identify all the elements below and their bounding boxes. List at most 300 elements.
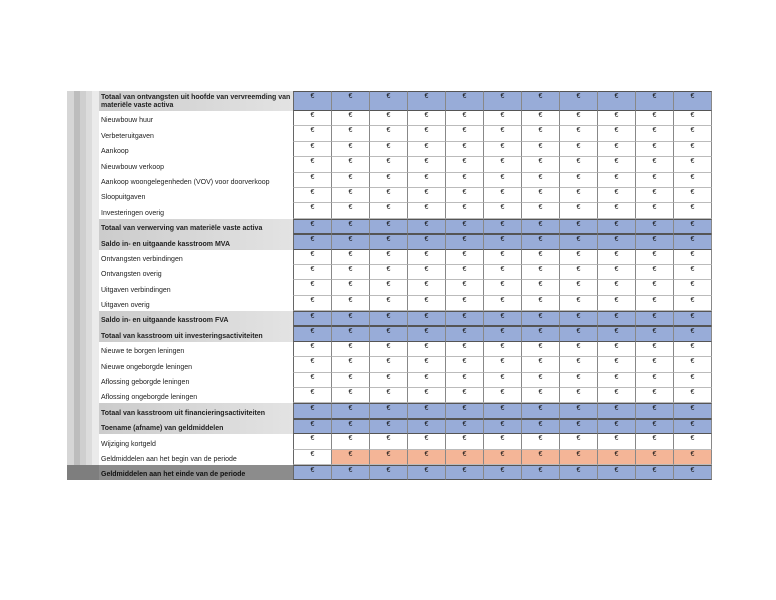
value-cell[interactable]: € [408,111,446,126]
value-cell[interactable]: € [408,234,446,249]
row-label: Nieuwe te borgen leningen [101,348,185,356]
value-cell[interactable]: € [293,157,332,172]
value-cell[interactable]: € [332,203,370,218]
value-cell[interactable]: € [636,296,674,311]
value-cell[interactable]: € [332,450,370,465]
value-cell[interactable]: € [674,219,712,234]
value-cell[interactable]: € [293,403,332,418]
value-cell[interactable]: € [446,280,484,295]
value-cell[interactable]: € [408,450,446,465]
value-cell[interactable]: € [446,234,484,249]
value-cell[interactable]: € [560,357,598,372]
value-cell[interactable]: € [332,91,370,111]
value-cell[interactable]: € [598,234,636,249]
value-cell[interactable]: € [522,280,560,295]
value-cell[interactable]: € [484,188,522,203]
value-cell[interactable]: € [446,265,484,280]
row-label-cell [67,419,293,434]
value-cell[interactable]: € [332,419,370,434]
value-cell[interactable]: € [522,173,560,188]
value-cell[interactable]: € [636,142,674,157]
value-cell[interactable]: € [370,234,408,249]
value-cell[interactable]: € [522,296,560,311]
value-cell[interactable]: € [636,126,674,141]
value-cell[interactable]: € [560,311,598,326]
outline-bars [67,296,99,311]
outline-bars [67,388,99,403]
value-cell[interactable]: € [522,342,560,357]
value-cell[interactable]: € [560,265,598,280]
value-cell[interactable]: € [674,388,712,403]
value-cell[interactable]: € [446,188,484,203]
value-cell[interactable]: € [293,219,332,234]
value-cell[interactable]: € [598,250,636,265]
value-cell[interactable]: € [293,234,332,249]
value-cell[interactable]: € [332,296,370,311]
value-cell[interactable]: € [484,250,522,265]
value-cell[interactable]: € [332,434,370,449]
value-cell[interactable]: € [674,450,712,465]
table-row [67,342,712,357]
outline-bars [67,265,99,280]
value-cell[interactable]: € [370,434,408,449]
value-cell[interactable]: € [408,265,446,280]
value-cell[interactable]: € [522,311,560,326]
value-cell[interactable]: € [332,157,370,172]
value-cell[interactable]: € [408,250,446,265]
value-cell[interactable]: € [370,91,408,111]
value-cell[interactable]: € [408,280,446,295]
value-cell[interactable]: € [370,126,408,141]
value-cell[interactable]: € [598,450,636,465]
value-cell[interactable]: € [332,188,370,203]
value-cell[interactable]: € [293,265,332,280]
value-cell[interactable]: € [370,142,408,157]
value-cell[interactable]: € [370,296,408,311]
value-cell[interactable]: € [370,342,408,357]
value-cell[interactable]: € [522,219,560,234]
row-label: Saldo in- en uitgaande kasstroom MVA [101,240,231,248]
value-cell[interactable]: € [293,280,332,295]
value-cell[interactable]: € [370,326,408,341]
row-label-cell [67,250,293,265]
value-cell[interactable]: € [484,357,522,372]
row-label: Totaal van kasstroom uit financieringsactiviteiten [101,409,266,417]
value-cell[interactable]: € [446,434,484,449]
value-cell[interactable]: € [674,280,712,295]
value-cell[interactable]: € [560,419,598,434]
value-cell[interactable]: € [370,203,408,218]
value-cell[interactable]: € [446,373,484,388]
value-cell[interactable]: € [446,157,484,172]
value-cell[interactable]: € [484,434,522,449]
value-cell[interactable]: € [332,342,370,357]
value-cell[interactable]: € [446,342,484,357]
value-cell[interactable]: € [332,265,370,280]
value-cell[interactable]: € [674,326,712,341]
value-cell[interactable]: € [522,157,560,172]
value-cell[interactable]: € [598,219,636,234]
value-cell[interactable]: € [293,357,332,372]
value-cell[interactable]: € [560,234,598,249]
value-cell[interactable]: € [636,434,674,449]
value-cell[interactable]: € [636,219,674,234]
value-cell[interactable]: € [522,450,560,465]
value-cell[interactable]: € [408,311,446,326]
value-cell[interactable]: € [484,234,522,249]
value-cell[interactable]: € [484,126,522,141]
value-cell[interactable]: € [332,357,370,372]
value-cell[interactable]: € [408,126,446,141]
value-cell[interactable]: € [598,91,636,111]
value-cell[interactable]: € [446,126,484,141]
value-cell[interactable]: € [522,373,560,388]
value-cell[interactable]: € [674,465,712,480]
value-cell[interactable]: € [674,234,712,249]
value-cell[interactable]: € [598,157,636,172]
value-cell[interactable]: € [446,326,484,341]
value-cell[interactable]: € [560,434,598,449]
value-cell[interactable]: € [560,296,598,311]
value-cell[interactable]: € [332,234,370,249]
value-cell[interactable]: € [636,203,674,218]
value-cell[interactable]: € [598,188,636,203]
value-cell[interactable]: € [293,388,332,403]
value-cell[interactable]: € [598,280,636,295]
value-cell[interactable]: € [293,419,332,434]
value-cell[interactable]: € [560,142,598,157]
value-cell[interactable]: € [674,342,712,357]
value-cell[interactable]: € [370,373,408,388]
value-cell[interactable]: € [484,326,522,341]
value-cell[interactable]: € [522,250,560,265]
value-cell[interactable]: € [446,296,484,311]
value-cell[interactable]: € [636,234,674,249]
value-cell[interactable]: € [598,142,636,157]
value-cell[interactable]: € [446,388,484,403]
value-cell[interactable]: € [370,465,408,480]
value-cell[interactable]: € [332,111,370,126]
value-cell[interactable]: € [446,142,484,157]
value-cell[interactable]: € [560,342,598,357]
value-cell[interactable]: € [674,173,712,188]
value-cell[interactable]: € [636,419,674,434]
value-cell[interactable]: € [674,126,712,141]
value-cell[interactable]: € [408,173,446,188]
row-label-cell [67,342,293,357]
value-cell[interactable]: € [446,465,484,480]
value-cell[interactable]: € [522,91,560,111]
value-cell[interactable]: € [484,388,522,403]
value-cell[interactable]: € [522,326,560,341]
value-cell[interactable]: € [636,342,674,357]
value-cell[interactable]: € [598,434,636,449]
value-cell[interactable]: € [332,465,370,480]
value-cell[interactable]: € [293,188,332,203]
value-cell[interactable]: € [332,280,370,295]
value-cell[interactable]: € [370,219,408,234]
value-cell[interactable]: € [293,111,332,126]
value-cell[interactable]: € [522,142,560,157]
value-cell[interactable]: € [484,465,522,480]
value-cell[interactable]: € [370,419,408,434]
value-cell[interactable]: € [484,203,522,218]
value-cell[interactable]: € [560,280,598,295]
value-cell[interactable]: € [332,311,370,326]
value-cell[interactable]: € [560,250,598,265]
value-cell[interactable]: € [370,388,408,403]
value-cell[interactable]: € [598,419,636,434]
value-cell[interactable]: € [370,357,408,372]
outline-bars [67,157,99,172]
value-cell[interactable]: € [446,173,484,188]
value-cell[interactable]: € [484,403,522,418]
value-cell[interactable]: € [293,450,332,465]
value-cell[interactable]: € [408,373,446,388]
value-cell[interactable]: € [332,373,370,388]
value-cell[interactable]: € [408,434,446,449]
value-cell[interactable]: € [636,388,674,403]
value-cell[interactable]: € [408,188,446,203]
value-cell[interactable]: € [446,403,484,418]
value-cell[interactable]: € [293,342,332,357]
value-cell[interactable]: € [370,403,408,418]
value-cell[interactable]: € [293,434,332,449]
value-cell[interactable]: € [484,111,522,126]
value-cell[interactable]: € [446,219,484,234]
value-cell[interactable]: € [674,142,712,157]
value-cell[interactable]: € [484,219,522,234]
value-cell[interactable]: € [408,203,446,218]
value-cell[interactable]: € [636,357,674,372]
value-cell[interactable]: € [522,234,560,249]
value-cell[interactable]: € [484,280,522,295]
value-cell[interactable]: € [370,311,408,326]
value-cell[interactable]: € [636,173,674,188]
value-cell[interactable]: € [636,91,674,111]
value-cell[interactable]: € [446,203,484,218]
value-cell[interactable]: € [636,326,674,341]
value-cell[interactable]: € [370,450,408,465]
value-cell[interactable]: € [598,342,636,357]
value-cell[interactable]: € [598,403,636,418]
value-cell[interactable]: € [522,203,560,218]
value-cell[interactable]: € [674,203,712,218]
value-cell[interactable]: € [293,373,332,388]
value-cell[interactable]: € [560,326,598,341]
value-cell[interactable]: € [674,311,712,326]
value-cell[interactable]: € [332,250,370,265]
row-label-cell [67,280,293,295]
value-cell[interactable]: € [598,357,636,372]
value-cell[interactable]: € [293,91,332,111]
value-cell[interactable]: € [636,311,674,326]
value-cell[interactable]: € [598,388,636,403]
value-cell[interactable]: € [332,173,370,188]
value-cell[interactable]: € [370,173,408,188]
value-cell[interactable]: € [636,265,674,280]
value-cell[interactable]: € [446,111,484,126]
value-cell[interactable]: € [598,126,636,141]
value-cell[interactable]: € [522,188,560,203]
value-cell[interactable]: € [636,111,674,126]
value-cell[interactable]: € [408,403,446,418]
value-cell[interactable]: € [598,203,636,218]
outline-bars [67,234,99,249]
value-cell[interactable]: € [408,219,446,234]
value-cell[interactable]: € [560,388,598,403]
value-cell[interactable]: € [560,403,598,418]
value-cell[interactable]: € [408,326,446,341]
value-cell[interactable]: € [293,311,332,326]
value-cell[interactable]: € [332,126,370,141]
value-cell[interactable]: € [293,326,332,341]
value-cell[interactable]: € [408,342,446,357]
value-cell[interactable]: € [636,403,674,418]
value-cell[interactable]: € [332,326,370,341]
value-cell[interactable]: € [370,250,408,265]
value-cell[interactable]: € [370,111,408,126]
value-cell[interactable]: € [560,219,598,234]
value-cell[interactable]: € [674,188,712,203]
value-cell[interactable]: € [674,111,712,126]
value-cell[interactable]: € [293,126,332,141]
value-cell[interactable]: € [484,157,522,172]
value-cell[interactable]: € [598,296,636,311]
value-cell[interactable]: € [560,157,598,172]
value-cell[interactable]: € [522,419,560,434]
value-cell[interactable]: € [636,280,674,295]
row-label: Saldo in- en uitgaande kasstroom FVA [101,317,229,325]
value-cell[interactable]: € [522,465,560,480]
value-cell[interactable]: € [636,450,674,465]
value-cell[interactable]: € [560,173,598,188]
row-label: Investeringen overig [101,209,165,217]
value-cell[interactable]: € [522,434,560,449]
value-cell[interactable]: € [484,342,522,357]
value-cell[interactable]: € [598,465,636,480]
table-row [67,311,712,326]
value-cell[interactable]: € [293,465,332,480]
value-cell[interactable]: € [484,311,522,326]
value-cell[interactable]: € [408,296,446,311]
value-cell[interactable]: € [484,142,522,157]
value-cell[interactable]: € [674,403,712,418]
value-cell[interactable]: € [636,188,674,203]
value-cell[interactable]: € [560,203,598,218]
table-row [67,373,712,388]
value-cell[interactable]: € [674,91,712,111]
value-cell[interactable]: € [408,357,446,372]
value-cell[interactable]: € [332,142,370,157]
value-cell[interactable]: € [674,434,712,449]
value-cell[interactable]: € [484,450,522,465]
value-cell[interactable]: € [522,388,560,403]
value-cell[interactable]: € [560,111,598,126]
row-label: Nieuwbouw huur [101,117,154,125]
value-cell[interactable]: € [370,280,408,295]
value-cell[interactable]: € [598,373,636,388]
value-cell[interactable]: € [674,265,712,280]
value-cell[interactable]: € [484,265,522,280]
value-cell[interactable]: € [560,91,598,111]
value-cell[interactable]: € [522,403,560,418]
value-cell[interactable]: € [408,91,446,111]
value-cell[interactable]: € [636,157,674,172]
value-cell[interactable]: € [674,357,712,372]
row-label: Verbeteruitgaven [101,132,154,140]
value-cell[interactable]: € [636,465,674,480]
value-cell[interactable]: € [332,388,370,403]
value-cell[interactable]: € [522,111,560,126]
value-cell[interactable]: € [408,142,446,157]
value-cell[interactable]: € [332,219,370,234]
value-cell[interactable]: € [484,373,522,388]
value-cell[interactable]: € [370,265,408,280]
value-cell[interactable]: € [446,311,484,326]
table-row [67,173,712,188]
value-cell[interactable]: € [598,311,636,326]
value-cell[interactable]: € [293,173,332,188]
value-cell[interactable]: € [293,250,332,265]
value-cell[interactable]: € [560,126,598,141]
value-cell[interactable]: € [484,419,522,434]
row-label: Aankoop woongelegenheden (VOV) voor doorverkoop [101,178,270,186]
value-cell[interactable]: € [408,388,446,403]
value-cell[interactable]: € [560,465,598,480]
value-cell[interactable]: € [408,465,446,480]
value-cell[interactable]: € [408,419,446,434]
value-cell[interactable]: € [560,188,598,203]
value-cell[interactable]: € [446,91,484,111]
value-cell[interactable]: € [293,203,332,218]
value-cell[interactable]: € [446,450,484,465]
table-row [67,280,712,295]
value-cell[interactable]: € [674,250,712,265]
value-cell[interactable]: € [446,419,484,434]
value-cell[interactable]: € [370,188,408,203]
value-cell[interactable]: € [522,357,560,372]
value-cell[interactable]: € [598,173,636,188]
value-cell[interactable]: € [522,265,560,280]
value-cell[interactable]: € [408,157,446,172]
row-label: Geldmiddelen aan het einde van de periode [101,471,246,479]
value-cell[interactable]: € [484,296,522,311]
value-cell[interactable]: € [674,373,712,388]
value-cell[interactable]: € [446,357,484,372]
value-cell[interactable]: € [674,419,712,434]
value-cell[interactable]: € [446,250,484,265]
value-cell[interactable]: € [484,173,522,188]
value-cell[interactable]: € [598,326,636,341]
value-cell[interactable]: € [598,111,636,126]
value-cell[interactable]: € [674,296,712,311]
value-cell[interactable]: € [293,142,332,157]
table-row [67,219,712,234]
value-cell[interactable]: € [598,265,636,280]
value-cell[interactable]: € [560,373,598,388]
value-cell[interactable]: € [636,373,674,388]
value-cell[interactable]: € [522,126,560,141]
value-cell[interactable]: € [636,250,674,265]
value-cell[interactable]: € [370,157,408,172]
value-cell[interactable]: € [293,296,332,311]
value-cell[interactable]: € [674,157,712,172]
outline-bars [67,188,99,203]
value-cell[interactable]: € [332,403,370,418]
value-cell[interactable]: € [560,450,598,465]
value-cell[interactable]: € [484,91,522,111]
